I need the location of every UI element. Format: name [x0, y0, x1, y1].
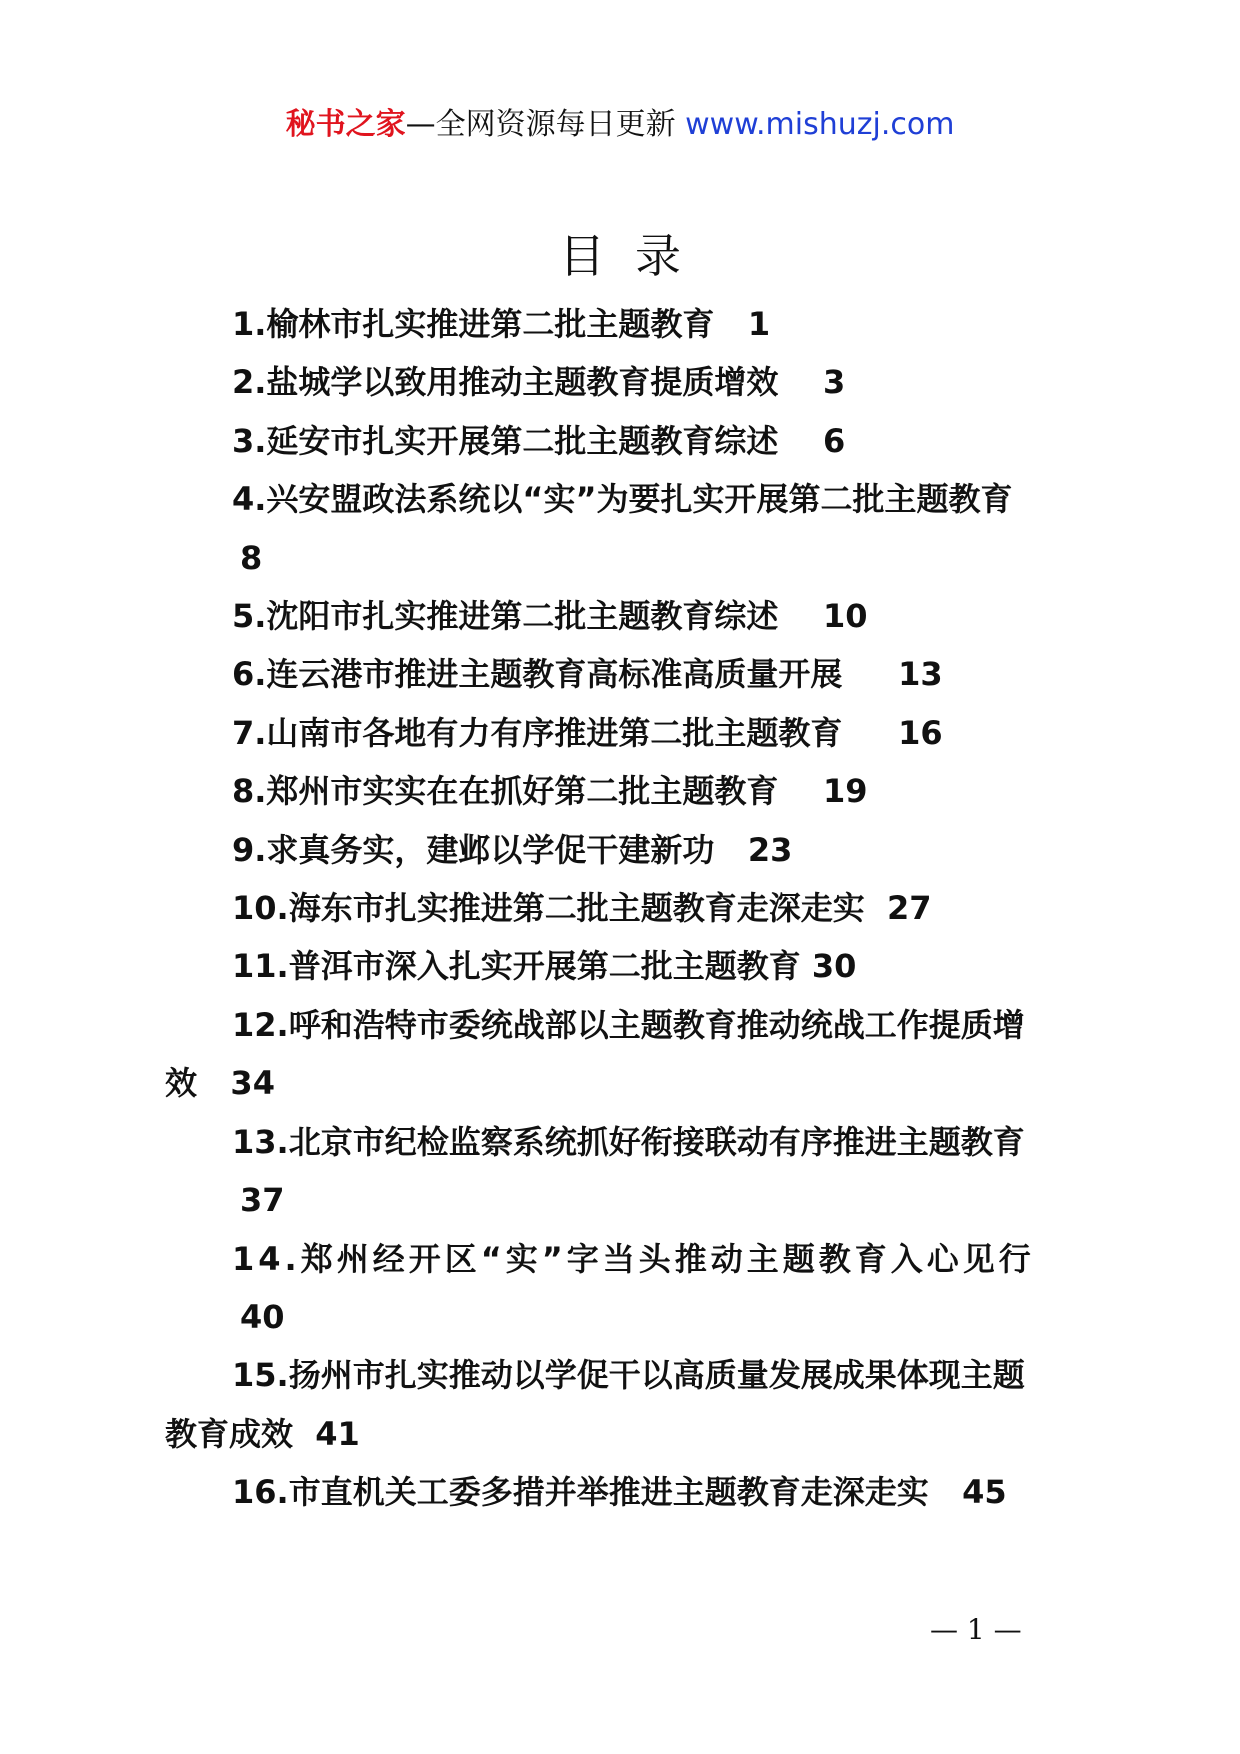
toc-page-number: 19 — [823, 772, 868, 811]
toc-page-number: 10 — [823, 597, 868, 636]
toc-entry-title — [165, 587, 1095, 645]
toc-entry-text: 4.兴安盟政法系统以“实”为要扎实开展第二批主题教育 — [232, 480, 1013, 519]
toc-entry[interactable] — [165, 295, 1095, 353]
toc-entry-title — [165, 295, 1095, 353]
toc-entry-title — [165, 704, 1095, 762]
toc-entry-text: 9.求真务实，建邺以学促干建新功 — [232, 830, 715, 869]
toc-page-number: 6 — [823, 421, 846, 460]
toc-entry-title — [165, 996, 1095, 1054]
toc-entry-continuation: 教育成效 41 — [165, 1414, 360, 1453]
page-number: — 1 — — [930, 1613, 1022, 1646]
toc-entry[interactable] — [165, 937, 1095, 995]
page-title: 目录 — [559, 229, 711, 283]
toc-entry[interactable] — [165, 704, 1095, 762]
toc-entry-text: 13.北京市纪检监察系统抓好衔接联动有序推进主题教育 — [232, 1122, 1025, 1161]
table-of-contents — [165, 295, 1095, 1522]
toc-entry-text: 14.郑州经开区“实”字当头推动主题教育入心见行 — [232, 1239, 1035, 1278]
toc-entry-text: 5.沈阳市扎实推进第二批主题教育综述 — [232, 597, 779, 636]
toc-page-number: 1 — [747, 305, 771, 343]
toc-entry-text: 2.盐城学以致用推动主题教育提质增效 — [232, 363, 779, 402]
toc-entry-text: 10.海东市扎实推进第二批主题教育走深走实 — [232, 889, 865, 928]
toc-entry-title — [165, 1463, 1095, 1521]
toc-entry-text: 3.延安市扎实开展第二批主题教育综述 — [232, 421, 779, 460]
toc-entry-text: 15.扬州市扎实推动以学促干以高质量发展成果体现主题 — [232, 1356, 1025, 1395]
toc-entry-title — [165, 1346, 1095, 1404]
toc-entry[interactable] — [165, 879, 1095, 937]
toc-page-number: 37 — [240, 1181, 285, 1220]
toc-entry[interactable] — [165, 1346, 1095, 1463]
toc-entry[interactable] — [165, 821, 1095, 879]
toc-entry-title — [165, 879, 1095, 937]
toc-entry-text: 12.呼和浩特市委统战部以主题教育推动统战工作提质增 — [232, 1005, 1025, 1044]
toc-entry[interactable] — [165, 1230, 1095, 1347]
toc-page-number: 40 — [240, 1297, 285, 1336]
toc-entry[interactable] — [165, 645, 1095, 703]
toc-entry-title — [165, 1113, 1095, 1171]
toc-entry-text: 6.连云港市推进主题教育高标准高质量开展 — [232, 655, 843, 694]
toc-page-number: 8 — [240, 538, 263, 577]
toc-entry-title — [165, 412, 1095, 470]
toc-page-number: 3 — [823, 363, 846, 402]
toc-entry-title — [165, 645, 1095, 703]
site-banner — [0, 103, 1240, 147]
site-url-link[interactable]: www.mishuzj.com — [685, 107, 955, 142]
toc-entry-text: 8.郑州市实实在在抓好第二批主题教育 — [232, 772, 779, 811]
toc-entry[interactable] — [165, 353, 1095, 411]
toc-entry-title — [165, 821, 1095, 879]
toc-entry-text: 11.普洱市深入扎实开展第二批主题教育 — [232, 947, 801, 986]
brand-name: 秘书之家 — [285, 107, 406, 142]
toc-entry[interactable] — [165, 1113, 1095, 1230]
toc-entry-title — [165, 470, 1095, 528]
toc-entry-title — [165, 353, 1095, 411]
toc-entry[interactable] — [165, 996, 1095, 1113]
toc-entry-text: 1.榆林市扎实推进第二批主题教育 — [232, 305, 715, 343]
toc-entry[interactable] — [165, 412, 1095, 470]
toc-entry[interactable] — [165, 762, 1095, 820]
banner-tagline: 全网资源每日更新 — [435, 107, 676, 142]
toc-page-number: 27 — [886, 889, 932, 928]
toc-entry[interactable] — [165, 1463, 1095, 1521]
toc-entry-title — [165, 762, 1095, 820]
toc-entry[interactable] — [165, 470, 1095, 587]
toc-page-number: 13 — [898, 655, 943, 694]
toc-page-number: 23 — [747, 830, 793, 869]
toc-page-number: 45 — [962, 1473, 1007, 1512]
toc-page-number: 30 — [811, 947, 857, 986]
toc-entry-title — [165, 937, 1095, 995]
toc-page-number: 16 — [898, 713, 943, 752]
toc-entry-title — [165, 1230, 1095, 1288]
toc-entry[interactable] — [165, 587, 1095, 645]
toc-entry-text: 7.山南市各地有力有序推进第二批主题教育 — [232, 713, 843, 752]
banner-dash: — — [405, 107, 436, 142]
toc-entry-text: 16.市直机关工委多措并举推进主题教育走深走实 — [232, 1473, 929, 1512]
toc-entry-continuation: 效 34 — [165, 1064, 275, 1103]
